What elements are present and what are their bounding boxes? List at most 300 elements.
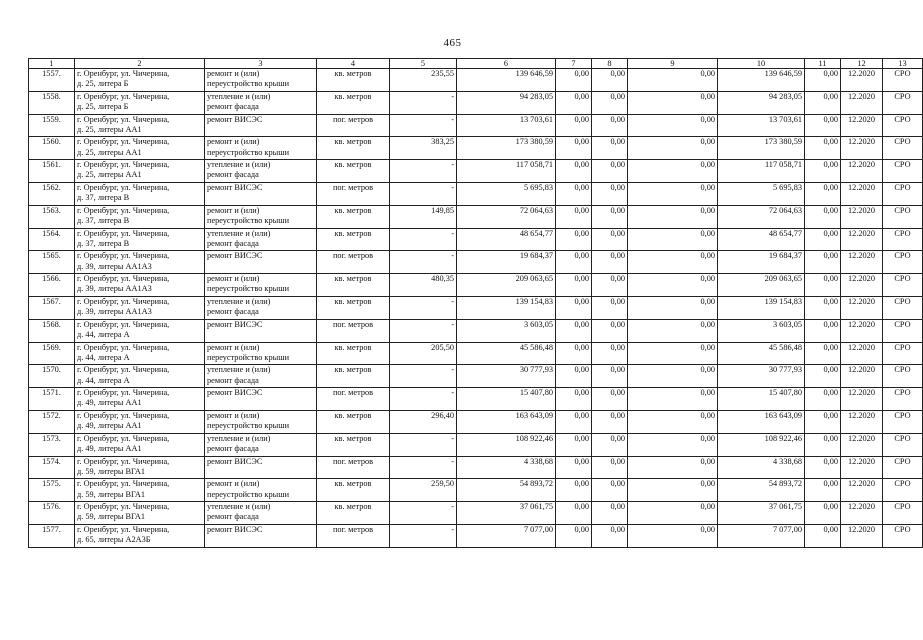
deadline-cell: 12.2020 bbox=[841, 410, 883, 433]
table-row bbox=[29, 388, 923, 411]
cost-col10-cell: 15 407,80 bbox=[718, 388, 805, 411]
address-cell bbox=[75, 502, 205, 525]
cost-col9-cell: 0,00 bbox=[628, 251, 718, 274]
table-row bbox=[29, 502, 923, 525]
cost-col11-cell: 0,00 bbox=[805, 319, 841, 342]
column-header-8: 8 bbox=[592, 59, 628, 69]
unit-cell: кв. метров bbox=[317, 433, 390, 456]
table-row bbox=[29, 251, 923, 274]
unit-cell: кв. метров bbox=[317, 274, 390, 297]
work-type-line-1: ремонт ВИСЭС bbox=[207, 388, 263, 398]
unit-cell: кв. метров bbox=[317, 91, 390, 114]
work-type-line-1: ремонт и (или) bbox=[207, 137, 260, 147]
column-header-4: 4 bbox=[317, 59, 390, 69]
source-cell: СРО bbox=[883, 319, 923, 342]
quantity-cell: - bbox=[390, 365, 457, 388]
cost-col8-cell: 0,00 bbox=[592, 388, 628, 411]
unit-cell: пог. метров bbox=[317, 388, 390, 411]
work-type-line-1: ремонт и (или) bbox=[207, 205, 260, 215]
address-line-1: г. Оренбург, ул. Чичерина, bbox=[77, 479, 170, 489]
cost-col7-cell: 0,00 bbox=[556, 319, 592, 342]
work-type-cell bbox=[205, 160, 317, 183]
cost-col10-cell: 4 338,68 bbox=[718, 456, 805, 479]
address-line-2: д. 37, литера В bbox=[77, 215, 130, 225]
cost-col9-cell: 0,00 bbox=[628, 114, 718, 137]
work-type-cell bbox=[205, 479, 317, 502]
cost-col8-cell: 0,00 bbox=[592, 182, 628, 205]
total-cost-cell: 139 154,83 bbox=[457, 296, 556, 319]
cost-col11-cell: 0,00 bbox=[805, 524, 841, 547]
deadline-cell: 12.2020 bbox=[841, 388, 883, 411]
source-cell: СРО bbox=[883, 274, 923, 297]
cost-col8-cell: 0,00 bbox=[592, 502, 628, 525]
address-cell bbox=[75, 160, 205, 183]
row-number: 1576. bbox=[29, 502, 75, 525]
address-cell bbox=[75, 137, 205, 160]
deadline-cell: 12.2020 bbox=[841, 114, 883, 137]
address-line-2: д. 49, литеры АА1 bbox=[77, 398, 142, 408]
deadline-cell: 12.2020 bbox=[841, 502, 883, 525]
unit-cell: кв. метров bbox=[317, 502, 390, 525]
total-cost-cell: 4 338,68 bbox=[457, 456, 556, 479]
cost-col7-cell: 0,00 bbox=[556, 182, 592, 205]
work-type-line-1: ремонт и (или) bbox=[207, 274, 260, 284]
table-row bbox=[29, 410, 923, 433]
cost-col10-cell: 30 777,93 bbox=[718, 365, 805, 388]
work-type-cell bbox=[205, 228, 317, 251]
address-line-1: г. Оренбург, ул. Чичерина, bbox=[77, 456, 170, 466]
deadline-cell: 12.2020 bbox=[841, 251, 883, 274]
cost-col10-cell: 94 283,05 bbox=[718, 91, 805, 114]
address-line-2: д. 25, литера Б bbox=[77, 102, 129, 111]
quantity-cell: 235,55 bbox=[390, 69, 457, 92]
row-number: 1558. bbox=[29, 91, 75, 114]
row-number: 1567. bbox=[29, 296, 75, 319]
unit-cell: пог. метров bbox=[317, 114, 390, 137]
source-cell: СРО bbox=[883, 228, 923, 251]
address-line-2: д. 44, литера А bbox=[77, 329, 130, 339]
address-cell bbox=[75, 182, 205, 205]
cost-col11-cell: 0,00 bbox=[805, 91, 841, 114]
address-line-1: г. Оренбург, ул. Чичерина, bbox=[77, 205, 170, 215]
row-number: 1559. bbox=[29, 114, 75, 137]
cost-col10-cell: 108 922,46 bbox=[718, 433, 805, 456]
address-line-2: д. 59, литеры ВГА1 bbox=[77, 466, 146, 476]
cost-col7-cell: 0,00 bbox=[556, 388, 592, 411]
address-line-2: д. 49, литеры АА1 bbox=[77, 443, 142, 453]
quantity-cell: - bbox=[390, 319, 457, 342]
table-row bbox=[29, 182, 923, 205]
cost-col10-cell: 37 061,75 bbox=[718, 502, 805, 525]
total-cost-cell: 19 684,37 bbox=[457, 251, 556, 274]
deadline-cell: 12.2020 bbox=[841, 137, 883, 160]
cost-col9-cell: 0,00 bbox=[628, 274, 718, 297]
work-type-cell bbox=[205, 91, 317, 114]
unit-cell: кв. метров bbox=[317, 296, 390, 319]
work-type-cell bbox=[205, 319, 317, 342]
total-cost-cell: 117 058,71 bbox=[457, 160, 556, 183]
deadline-cell: 12.2020 bbox=[841, 69, 883, 92]
cost-col7-cell: 0,00 bbox=[556, 296, 592, 319]
cost-col8-cell: 0,00 bbox=[592, 410, 628, 433]
total-cost-cell: 94 283,05 bbox=[457, 91, 556, 114]
column-header-6: 6 bbox=[457, 59, 556, 69]
cost-col7-cell: 0,00 bbox=[556, 228, 592, 251]
table-row bbox=[29, 114, 923, 137]
address-cell bbox=[75, 365, 205, 388]
address-cell bbox=[75, 433, 205, 456]
cost-col10-cell: 7 077,00 bbox=[718, 524, 805, 547]
quantity-cell: - bbox=[390, 251, 457, 274]
total-cost-cell: 48 654,77 bbox=[457, 228, 556, 251]
work-type-cell bbox=[205, 433, 317, 456]
work-type-line-1: ремонт ВИСЭС bbox=[207, 524, 263, 534]
row-number: 1561. bbox=[29, 160, 75, 183]
address-line-1: г. Оренбург, ул. Чичерина, bbox=[77, 365, 170, 375]
cost-col10-cell: 54 893,72 bbox=[718, 479, 805, 502]
row-number: 1573. bbox=[29, 433, 75, 456]
row-number: 1562. bbox=[29, 182, 75, 205]
total-cost-cell: 30 777,93 bbox=[457, 365, 556, 388]
column-header-11: 11 bbox=[805, 59, 841, 69]
source-cell: СРО bbox=[883, 502, 923, 525]
total-cost-cell: 173 380,59 bbox=[457, 137, 556, 160]
source-cell: СРО bbox=[883, 69, 923, 92]
work-type-cell bbox=[205, 524, 317, 547]
cost-col10-cell: 173 380,59 bbox=[718, 137, 805, 160]
cost-col11-cell: 0,00 bbox=[805, 502, 841, 525]
table-row bbox=[29, 433, 923, 456]
source-cell: СРО bbox=[883, 524, 923, 547]
unit-cell: пог. метров bbox=[317, 524, 390, 547]
cost-col11-cell: 0,00 bbox=[805, 433, 841, 456]
address-cell bbox=[75, 410, 205, 433]
row-number: 1570. bbox=[29, 365, 75, 388]
deadline-cell: 12.2020 bbox=[841, 456, 883, 479]
deadline-cell: 12.2020 bbox=[841, 274, 883, 297]
cost-col11-cell: 0,00 bbox=[805, 479, 841, 502]
total-cost-cell: 3 603,05 bbox=[457, 319, 556, 342]
address-line-1: г. Оренбург, ул. Чичерина, bbox=[77, 524, 170, 534]
table-row bbox=[29, 205, 923, 228]
address-line-2: д. 25, литеры АА1 bbox=[77, 124, 142, 134]
cost-col10-cell: 45 586,48 bbox=[718, 342, 805, 365]
address-cell bbox=[75, 69, 205, 92]
cost-col11-cell: 0,00 bbox=[805, 251, 841, 274]
work-type-line-1: ремонт ВИСЭС bbox=[207, 319, 263, 329]
cost-col7-cell: 0,00 bbox=[556, 205, 592, 228]
unit-cell: кв. метров bbox=[317, 205, 390, 228]
work-type-line-2: ремонт фасада bbox=[207, 443, 259, 453]
quantity-cell: - bbox=[390, 114, 457, 137]
work-type-line-2: ремонт фасада bbox=[207, 102, 259, 111]
address-cell bbox=[75, 205, 205, 228]
source-cell: СРО bbox=[883, 137, 923, 160]
work-type-line-1: утепление и (или) bbox=[207, 228, 271, 238]
address-line-2: д. 25, литеры АА1 bbox=[77, 170, 142, 180]
work-type-cell bbox=[205, 296, 317, 319]
cost-col11-cell: 0,00 bbox=[805, 182, 841, 205]
work-type-line-1: ремонт и (или) bbox=[207, 479, 260, 489]
quantity-cell: 149,85 bbox=[390, 205, 457, 228]
address-line-2: д. 59, литеры ВГА1 bbox=[77, 489, 146, 499]
cost-col8-cell: 0,00 bbox=[592, 228, 628, 251]
address-line-1: г. Оренбург, ул. Чичерина, bbox=[77, 319, 170, 329]
work-type-line-2: ремонт фасада bbox=[207, 375, 259, 385]
cost-col7-cell: 0,00 bbox=[556, 410, 592, 433]
cost-col7-cell: 0,00 bbox=[556, 502, 592, 525]
work-type-cell bbox=[205, 137, 317, 160]
work-type-line-2: ремонт фасада bbox=[207, 307, 259, 317]
quantity-cell: - bbox=[390, 91, 457, 114]
deadline-cell: 12.2020 bbox=[841, 205, 883, 228]
cost-col8-cell: 0,00 bbox=[592, 69, 628, 92]
unit-cell: кв. метров bbox=[317, 160, 390, 183]
work-type-line-1: утепление и (или) bbox=[207, 502, 271, 512]
quantity-cell: 205,50 bbox=[390, 342, 457, 365]
address-line-1: г. Оренбург, ул. Чичерина, bbox=[77, 228, 170, 238]
address-line-2: д. 59, литеры ВГА1 bbox=[77, 512, 146, 522]
deadline-cell: 12.2020 bbox=[841, 319, 883, 342]
cost-col9-cell: 0,00 bbox=[628, 228, 718, 251]
total-cost-cell: 163 643,09 bbox=[457, 410, 556, 433]
address-line-1: г. Оренбург, ул. Чичерина, bbox=[77, 91, 170, 101]
work-type-line-2: переустройство крыши bbox=[207, 421, 290, 431]
unit-cell: пог. метров bbox=[317, 456, 390, 479]
address-line-1: г. Оренбург, ул. Чичерина, bbox=[77, 69, 170, 78]
cost-col10-cell: 139 646,59 bbox=[718, 69, 805, 92]
work-type-line-2: ремонт фасада bbox=[207, 170, 259, 180]
cost-col9-cell: 0,00 bbox=[628, 160, 718, 183]
cost-col7-cell: 0,00 bbox=[556, 160, 592, 183]
deadline-cell: 12.2020 bbox=[841, 91, 883, 114]
cost-col11-cell: 0,00 bbox=[805, 388, 841, 411]
address-cell bbox=[75, 114, 205, 137]
address-line-1: г. Оренбург, ул. Чичерина, bbox=[77, 433, 170, 443]
register-table bbox=[28, 58, 923, 548]
cost-col10-cell: 5 695,83 bbox=[718, 182, 805, 205]
address-cell bbox=[75, 479, 205, 502]
deadline-cell: 12.2020 bbox=[841, 365, 883, 388]
source-cell: СРО bbox=[883, 388, 923, 411]
work-type-line-1: утепление и (или) bbox=[207, 365, 271, 375]
cost-col7-cell: 0,00 bbox=[556, 433, 592, 456]
address-line-1: г. Оренбург, ул. Чичерина, bbox=[77, 388, 170, 398]
work-type-line-1: утепление и (или) bbox=[207, 91, 271, 101]
cost-col10-cell: 48 654,77 bbox=[718, 228, 805, 251]
table-row bbox=[29, 524, 923, 547]
cost-col10-cell: 13 703,61 bbox=[718, 114, 805, 137]
row-number: 1566. bbox=[29, 274, 75, 297]
quantity-cell: - bbox=[390, 296, 457, 319]
cost-col8-cell: 0,00 bbox=[592, 205, 628, 228]
table-row bbox=[29, 319, 923, 342]
address-line-1: г. Оренбург, ул. Чичерина, bbox=[77, 502, 170, 512]
cost-col8-cell: 0,00 bbox=[592, 479, 628, 502]
cost-col8-cell: 0,00 bbox=[592, 296, 628, 319]
cost-col11-cell: 0,00 bbox=[805, 137, 841, 160]
total-cost-cell: 72 064,63 bbox=[457, 205, 556, 228]
cost-col11-cell: 0,00 bbox=[805, 205, 841, 228]
work-type-cell bbox=[205, 388, 317, 411]
cost-col7-cell: 0,00 bbox=[556, 524, 592, 547]
source-cell: СРО bbox=[883, 296, 923, 319]
total-cost-cell: 5 695,83 bbox=[457, 182, 556, 205]
unit-cell: пог. метров bbox=[317, 182, 390, 205]
cost-col11-cell: 0,00 bbox=[805, 228, 841, 251]
table-row bbox=[29, 228, 923, 251]
quantity-cell: - bbox=[390, 160, 457, 183]
deadline-cell: 12.2020 bbox=[841, 433, 883, 456]
cost-col7-cell: 0,00 bbox=[556, 456, 592, 479]
cost-col8-cell: 0,00 bbox=[592, 456, 628, 479]
work-type-line-1: ремонт ВИСЭС bbox=[207, 251, 263, 261]
column-header-1: 1 bbox=[29, 59, 75, 69]
quantity-cell: - bbox=[390, 182, 457, 205]
work-type-line-1: ремонт и (или) bbox=[207, 69, 260, 78]
unit-cell: пог. метров bbox=[317, 251, 390, 274]
cost-col10-cell: 72 064,63 bbox=[718, 205, 805, 228]
source-cell: СРО bbox=[883, 251, 923, 274]
column-header-2: 2 bbox=[75, 59, 205, 69]
cost-col8-cell: 0,00 bbox=[592, 114, 628, 137]
cost-col9-cell: 0,00 bbox=[628, 182, 718, 205]
address-line-2: д. 44, литера А bbox=[77, 375, 130, 385]
work-type-line-1: ремонт ВИСЭС bbox=[207, 182, 263, 192]
work-type-line-1: утепление и (или) bbox=[207, 296, 271, 306]
deadline-cell: 12.2020 bbox=[841, 182, 883, 205]
cost-col7-cell: 0,00 bbox=[556, 91, 592, 114]
deadline-cell: 12.2020 bbox=[841, 160, 883, 183]
cost-col9-cell: 0,00 bbox=[628, 296, 718, 319]
work-type-cell bbox=[205, 251, 317, 274]
cost-col9-cell: 0,00 bbox=[628, 433, 718, 456]
row-number: 1565. bbox=[29, 251, 75, 274]
column-header-10: 10 bbox=[718, 59, 805, 69]
column-number-row bbox=[29, 59, 923, 69]
address-cell bbox=[75, 319, 205, 342]
cost-col10-cell: 19 684,37 bbox=[718, 251, 805, 274]
cost-col7-cell: 0,00 bbox=[556, 69, 592, 92]
work-type-line-2: переустройство крыши bbox=[207, 147, 290, 157]
work-type-line-2: переустройство крыши bbox=[207, 489, 290, 499]
cost-col8-cell: 0,00 bbox=[592, 251, 628, 274]
cost-col11-cell: 0,00 bbox=[805, 274, 841, 297]
cost-col11-cell: 0,00 bbox=[805, 365, 841, 388]
total-cost-cell: 108 922,46 bbox=[457, 433, 556, 456]
row-number: 1572. bbox=[29, 410, 75, 433]
address-line-1: г. Оренбург, ул. Чичерина, bbox=[77, 160, 170, 170]
cost-col9-cell: 0,00 bbox=[628, 479, 718, 502]
address-line-1: г. Оренбург, ул. Чичерина, bbox=[77, 274, 170, 284]
cost-col7-cell: 0,00 bbox=[556, 251, 592, 274]
address-cell bbox=[75, 342, 205, 365]
quantity-cell: - bbox=[390, 433, 457, 456]
address-line-2: д. 37, литера В bbox=[77, 193, 130, 203]
address-line-1: г. Оренбург, ул. Чичерина, bbox=[77, 182, 170, 192]
cost-col10-cell: 209 063,65 bbox=[718, 274, 805, 297]
cost-col7-cell: 0,00 bbox=[556, 342, 592, 365]
work-type-cell bbox=[205, 365, 317, 388]
row-number: 1557. bbox=[29, 69, 75, 92]
row-number: 1574. bbox=[29, 456, 75, 479]
source-cell: СРО bbox=[883, 182, 923, 205]
quantity-cell: - bbox=[390, 388, 457, 411]
cost-col10-cell: 117 058,71 bbox=[718, 160, 805, 183]
row-number: 1577. bbox=[29, 524, 75, 547]
quantity-cell: 259,50 bbox=[390, 479, 457, 502]
quantity-cell: 383,25 bbox=[390, 137, 457, 160]
address-line-2: д. 37, литера В bbox=[77, 238, 130, 248]
deadline-cell: 12.2020 bbox=[841, 524, 883, 547]
source-cell: СРО bbox=[883, 160, 923, 183]
work-type-line-2: переустройство крыши bbox=[207, 215, 290, 225]
row-number: 1563. bbox=[29, 205, 75, 228]
quantity-cell: 480,35 bbox=[390, 274, 457, 297]
source-cell: СРО bbox=[883, 114, 923, 137]
work-type-line-1: ремонт ВИСЭС bbox=[207, 114, 263, 124]
unit-cell: кв. метров bbox=[317, 479, 390, 502]
deadline-cell: 12.2020 bbox=[841, 228, 883, 251]
source-cell: СРО bbox=[883, 365, 923, 388]
column-header-13: 13 bbox=[883, 59, 923, 69]
source-cell: СРО bbox=[883, 410, 923, 433]
unit-cell: кв. метров bbox=[317, 69, 390, 92]
address-cell bbox=[75, 456, 205, 479]
table-row bbox=[29, 342, 923, 365]
cost-col8-cell: 0,00 bbox=[592, 365, 628, 388]
quantity-cell: 296,40 bbox=[390, 410, 457, 433]
row-number: 1568. bbox=[29, 319, 75, 342]
cost-col8-cell: 0,00 bbox=[592, 137, 628, 160]
work-type-cell bbox=[205, 274, 317, 297]
address-line-2: д. 49, литеры АА1 bbox=[77, 421, 142, 431]
deadline-cell: 12.2020 bbox=[841, 296, 883, 319]
cost-col8-cell: 0,00 bbox=[592, 160, 628, 183]
address-line-2: д. 44, литера А bbox=[77, 352, 130, 362]
column-header-3: 3 bbox=[205, 59, 317, 69]
work-type-line-1: ремонт и (или) bbox=[207, 410, 260, 420]
row-number: 1564. bbox=[29, 228, 75, 251]
address-line-1: г. Оренбург, ул. Чичерина, bbox=[77, 342, 170, 352]
address-cell bbox=[75, 228, 205, 251]
cost-col7-cell: 0,00 bbox=[556, 114, 592, 137]
total-cost-cell: 209 063,65 bbox=[457, 274, 556, 297]
unit-cell: кв. метров bbox=[317, 342, 390, 365]
deadline-cell: 12.2020 bbox=[841, 342, 883, 365]
address-line-1: г. Оренбург, ул. Чичерина, bbox=[77, 251, 170, 261]
source-cell: СРО bbox=[883, 456, 923, 479]
work-type-line-2: переустройство крыши bbox=[207, 352, 290, 362]
quantity-cell: - bbox=[390, 456, 457, 479]
cost-col11-cell: 0,00 bbox=[805, 456, 841, 479]
source-cell: СРО bbox=[883, 433, 923, 456]
cost-col9-cell: 0,00 bbox=[628, 342, 718, 365]
work-type-line-1: ремонт ВИСЭС bbox=[207, 456, 263, 466]
address-line-1: г. Оренбург, ул. Чичерина, bbox=[77, 410, 170, 420]
total-cost-cell: 13 703,61 bbox=[457, 114, 556, 137]
deadline-cell: 12.2020 bbox=[841, 479, 883, 502]
source-cell: СРО bbox=[883, 205, 923, 228]
address-cell bbox=[75, 388, 205, 411]
total-cost-cell: 37 061,75 bbox=[457, 502, 556, 525]
address-line-1: г. Оренбург, ул. Чичерина, bbox=[77, 137, 170, 147]
cost-col11-cell: 0,00 bbox=[805, 160, 841, 183]
work-type-cell bbox=[205, 69, 317, 92]
address-line-2: д. 39, литеры АА1А3 bbox=[77, 307, 152, 317]
total-cost-cell: 54 893,72 bbox=[457, 479, 556, 502]
total-cost-cell: 15 407,80 bbox=[457, 388, 556, 411]
